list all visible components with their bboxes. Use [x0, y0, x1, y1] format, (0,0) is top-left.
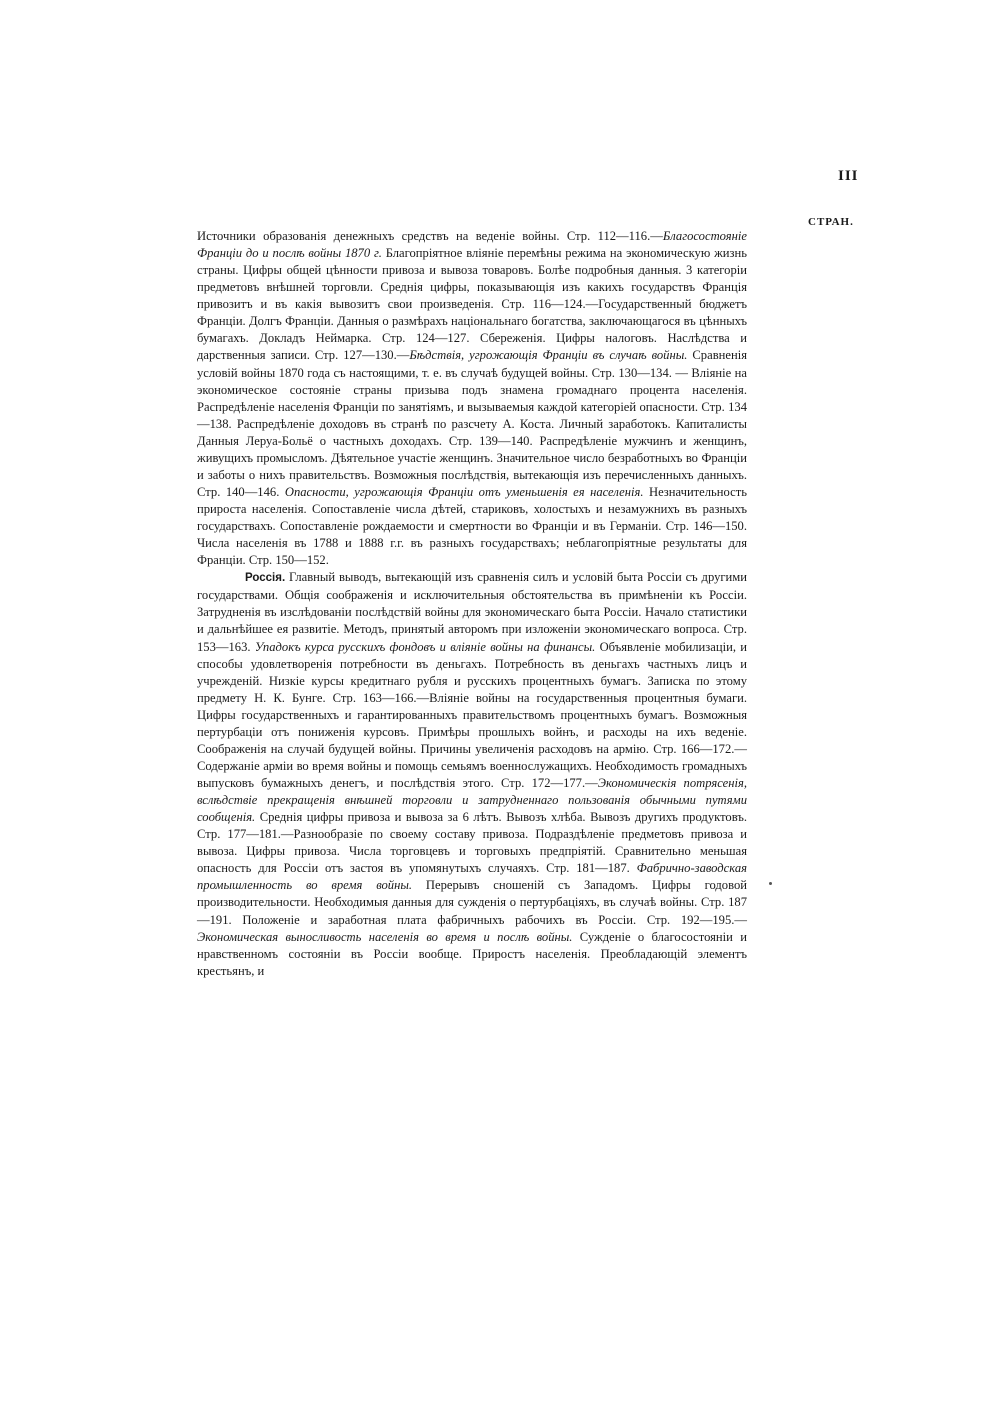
france-segment: Бѣдствія, угрожающія Франціи въ случаѣ войны. [409, 348, 688, 363]
russia-segment: Объявленіе мобилизаціи, и способы удовлетворенія потребности въ деньгахъ. Потребность въ деньгахъ частныхъ лицъ и учрежденій. Низкіе курсы кредитнаго рубля и русскихъ процентныхъ бумагъ. Записка по этому предмету Н. К. Бунге. Стр. 163—166.—Вліяніе войны на государственныя процентныя бумаги. Цифры государственныхъ и гарантированныхъ правительствомъ процентныхъ бумагъ. Возможныя пертурбаціи отъ пониженія курсовъ. Примѣры прошлыхъ войнъ, и расходы на ихъ веденіе. Соображенія на случай будущей войны. Причины увеличенія расходовъ на армію. Стр. 166—172.—Содержаніе арміи во время войны и помощь семьямъ военнослужащихъ. Необходимость громадныхъ выпусковъ бумажныхъ денегъ, и послѣдствія этого. Стр. 172—177.— [197, 639, 747, 790]
france-segment: Источники образованія денежныхъ средствъ на веденіе войны. Стр. 112—116.— [197, 229, 663, 243]
france-segment: Опасности, угрожающія Франціи отъ уменьшенія ея населенія. [284, 484, 644, 499]
russia-heading: Россія. [245, 572, 286, 585]
russia-segment: Упадокъ курса русскихъ фондовъ и вліяніе войны на финансы. [254, 639, 596, 654]
france-segment: Благосостояніе Франціи до и послѣ войны 1870 г. [197, 229, 747, 261]
russia-segment: Сужденіе о благосостояніи и нравственномъ состояніи въ Россіи вообще. Приростъ населенія. Преобладающій элементъ крестьянъ, и [197, 929, 747, 978]
france-segment: Незначительность прироста населенія. Сопоставленіе числа дѣтей, стариковъ, холостыхъ и незамужнихъ въ разныхъ государствахъ. Сопоставленіе рождаемости и смертности во Франціи и въ Германіи. Стр. 146—150. Числа населенія въ 1788 и 1888 г.г. въ разныхъ государствахъ; неблагопріятные результаты для Франціи. Стр. 150—152. [197, 484, 747, 568]
scan-speck [769, 882, 772, 885]
russia-segment: Среднія цифры привоза и вывоза за 6 лѣтъ. Вывозъ хлѣба. Вывозъ другихъ продуктовъ. Стр. 177—181.—Разнообразіе по своему составу привоза. Подраздѣленіе предметовъ привоза и вывоза. Цифры привоза. Числа торговцевъ и торговыхъ предпріятій. Сравнительно меньшая опасность для Россіи отъ застоя въ упомянутыхъ случаяхъ. Стр. 181—187. [197, 810, 747, 876]
russia-segment: Экономическія потрясенія, вслѣдствіе прекращенія внѣшней торговли и затрудненнаго пользованія обычными путями сообщенія. [197, 776, 747, 825]
russia-segment: Перерывъ сношеній съ Западомъ. Цифры годовой производительности. Необходимыя данныя для сужденія о пертурбаціяхъ, въ случаѣ войны. Стр. 187—191. Положеніе и заработная плата фабричныхъ рабочихъ въ Россіи. Стр. 192—195.— [197, 878, 747, 927]
page-number: III [838, 168, 859, 184]
russia-section [197, 569, 747, 980]
russia-segment: Главный выводъ, вытекающій изъ сравненія силъ и условій быта Россіи съ другими государствами. Общія соображенія и исключительныя обстоятельства въ примѣненіи къ Россіи. Затрудненія въ изслѣдованіи послѣдствій войны для экономическаго быта Россіи. Начало статистики и дальнѣйшее ея развитіе. Методъ, принятый авторомъ при изложеніи экономическаго вопроса. Стр. 153—163. [197, 570, 747, 654]
russia-segment: Экономическая выносливость населенія во время и послѣ войны. [197, 929, 573, 944]
russia-segment: Фабрично-заводская промышленность во время войны. [197, 861, 747, 893]
france-segment: Сравненія условій войны 1870 года съ настоящими, т. е. въ случаѣ будущей войны. Стр. 130—134. — Вліяніе на экономическое состояніе страны призыва подъ знамена громаднаго процента населенія. Распредѣленіе населенія Франціи по занятіямъ, и вызываемыя каждой категоріей опасности. Стр. 134—138. Распредѣленіе доходовъ въ странѣ по разсчету А. Коста. Личный заработокъ. Капиталисты Данныя Леруа-Больё о частныхъ доходахъ. Стр. 139—140. Распредѣленіе мужчинъ и женщинъ, живущихъ промысломъ. Дѣятельное участіе женщинъ. Значительное число безработныхъ во Франціи и заботы о нихъ правительствъ. Возможныя послѣдствія, вытекающія изъ перечисленныхъ данныхъ. Стр. 140—146. [197, 348, 747, 499]
france-section [197, 228, 747, 569]
table-of-contents-text [197, 228, 747, 980]
running-head: СТРАН. [808, 216, 854, 228]
france-segment: Благопріятное вліяніе перемѣны режима на экономическую жизнь страны. Цифры общей цѣнности привоза и вывоза товаровъ. Болѣе подробныя данныя. 3 категоріи предметовъ внѣшней торговли. Среднія цифры, показывающія изъ какихъ государствъ Франція привозитъ и въ какія вывозитъ свои произведенія. Стр. 116—124.—Государственный бюджетъ Франціи. Долгъ Франціи. Данныя о размѣрахъ національнаго богатства, заключающагося въ цѣнныхъ бумагахъ. Докладъ Неймарка. Стр. 124—127. Сбереженія. Цифры налоговъ. Наслѣдства и дарственныя записи. Стр. 127—130.— [197, 246, 747, 363]
